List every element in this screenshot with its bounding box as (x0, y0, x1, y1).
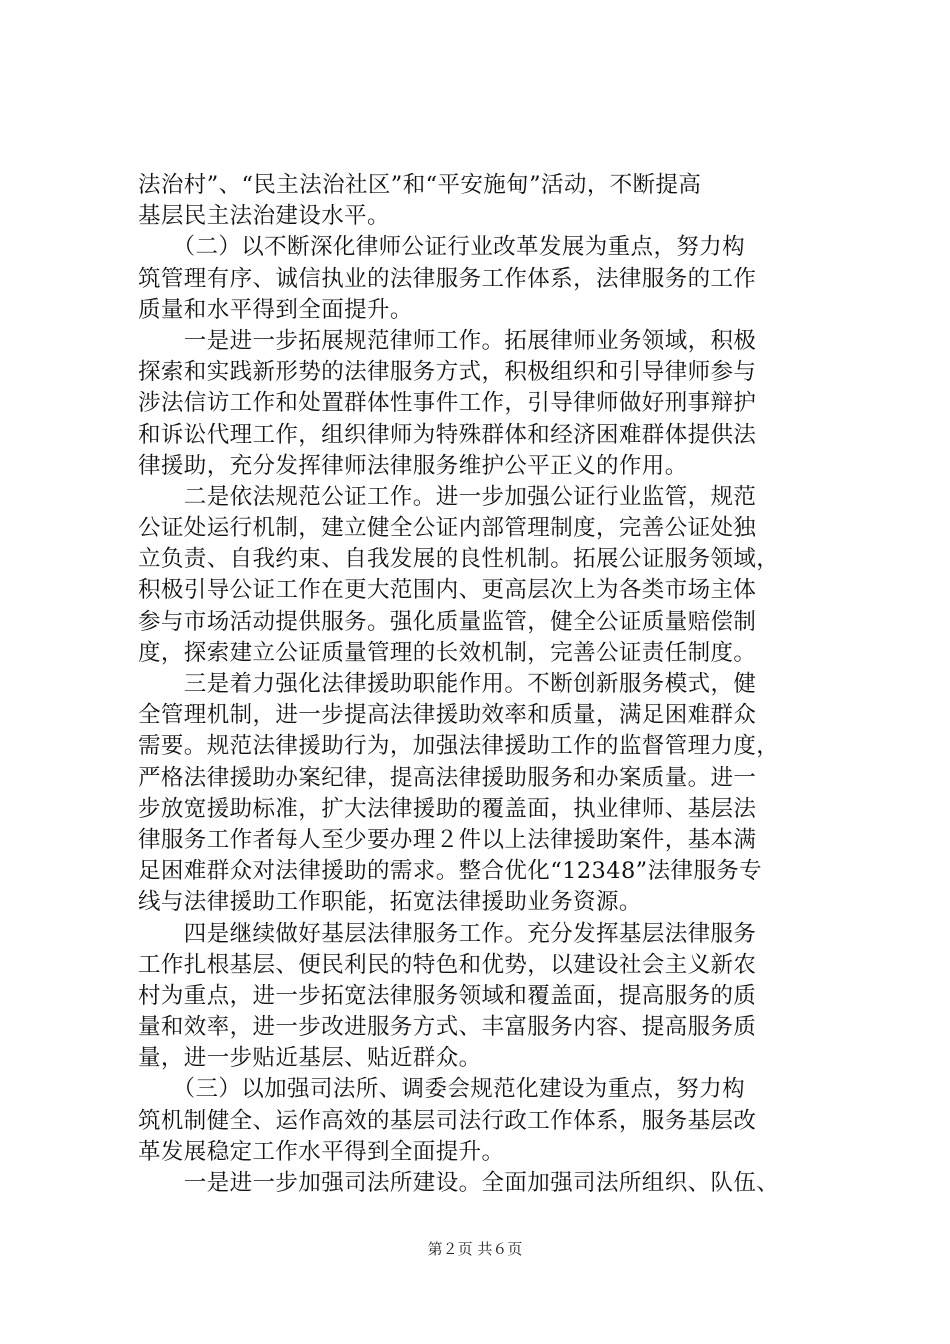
text-line: 工作扎根基层、便民利民的特色和优势，以建设社会主义新农 (138, 951, 757, 978)
text-line: 律服务工作者每人至少要办理２件以上法律援助案件，基本满 (138, 826, 757, 853)
document-body (138, 170, 828, 1199)
text-line: （三）以加强司法所、调委会规范化建设为重点，努力构 (138, 1076, 746, 1103)
text-line: 法治村”、“民主法治社区”和“平安施甸”活动，不断提高 (138, 172, 702, 198)
text-line: 律援助，充分发挥律师法律服务维护公平正义的作用。 (138, 452, 688, 479)
text-line: 革发展稳定工作水平得到全面提升。 (138, 1138, 505, 1165)
text-line: 二是依法规范公证工作。进一步加强公证行业监管，规范 (138, 483, 757, 510)
text-line: 全管理机制，进一步提高法律援助效率和质量，满足困难群众 (138, 702, 757, 729)
text-line: 足困难群众对法律援助的需求。整合优化“12348”法律服务专 (138, 858, 763, 885)
text-line: 筑机制健全、运作高效的基层司法行政工作体系，服务基层改 (138, 1107, 757, 1134)
text-line: 村为重点，进一步拓宽法律服务领域和覆盖面，提高服务的质 (138, 982, 757, 1009)
text-line: 筑管理有序、诚信执业的法律服务工作体系，法律服务的工作 (138, 265, 757, 292)
text-line: 涉法信访工作和处置群体性事件工作，引导律师做好刑事辩护 (138, 390, 757, 417)
page-footer: 第２页 共６页 (427, 1240, 523, 1258)
text-line: 和诉讼代理工作，组织律师为特殊群体和经济困难群体提供法 (138, 421, 757, 448)
text-line: 线与法律援助工作职能，拓宽法律援助业务资源。 (138, 889, 642, 916)
text-line: 三是着力强化法律援助职能作用。不断创新服务模式，健 (138, 671, 757, 697)
text-line: 四是继续做好基层法律服务工作。充分发挥基层法律服务 (138, 920, 757, 947)
text-line: 立负责、自我约束、自我发展的良性机制。拓展公证服务领域， (138, 546, 780, 573)
text-line: 量和效率，进一步改进服务方式、丰富服务内容、提高服务质 (138, 1014, 757, 1041)
text-line: 参与市场活动提供服务。强化质量监管，健全公证质量赔偿制 (138, 608, 757, 635)
text-line: 探索和实践新形势的法律服务方式，积极组织和引导律师参与 (138, 359, 757, 386)
text-line: 严格法律援助办案纪律，提高法律援助服务和办案质量。进一 (138, 764, 757, 791)
text-line: 量，进一步贴近基层、贴近群众。 (138, 1045, 482, 1072)
text-line: 需要。规范法律援助行为，加强法律援助工作的监督管理力度， (138, 733, 780, 760)
text-line: 质量和水平得到全面提升。 (138, 296, 413, 323)
text-line: 公证处运行机制，建立健全公证内部管理制度，完善公证处独 (138, 515, 757, 542)
text-line: 积极引导公证工作在更大范围内、更高层次上为各类市场主体 (138, 577, 757, 604)
text-line: （二）以不断深化律师公证行业改革发展为重点，努力构 (138, 234, 746, 261)
text-line: 步放宽援助标准，扩大法律援助的覆盖面，执业律师、基层法 (138, 795, 757, 822)
text-line: 一是进一步拓展规范律师工作。拓展律师业务领域，积极 (138, 327, 757, 354)
text-line: 一是进一步加强司法所建设。全面加强司法所组织、队伍、 (138, 1170, 780, 1196)
text-line: 基层民主法治建设水平。 (138, 203, 390, 230)
text-line: 度，探索建立公证质量管理的长效机制，完善公证责任制度。 (138, 639, 757, 666)
